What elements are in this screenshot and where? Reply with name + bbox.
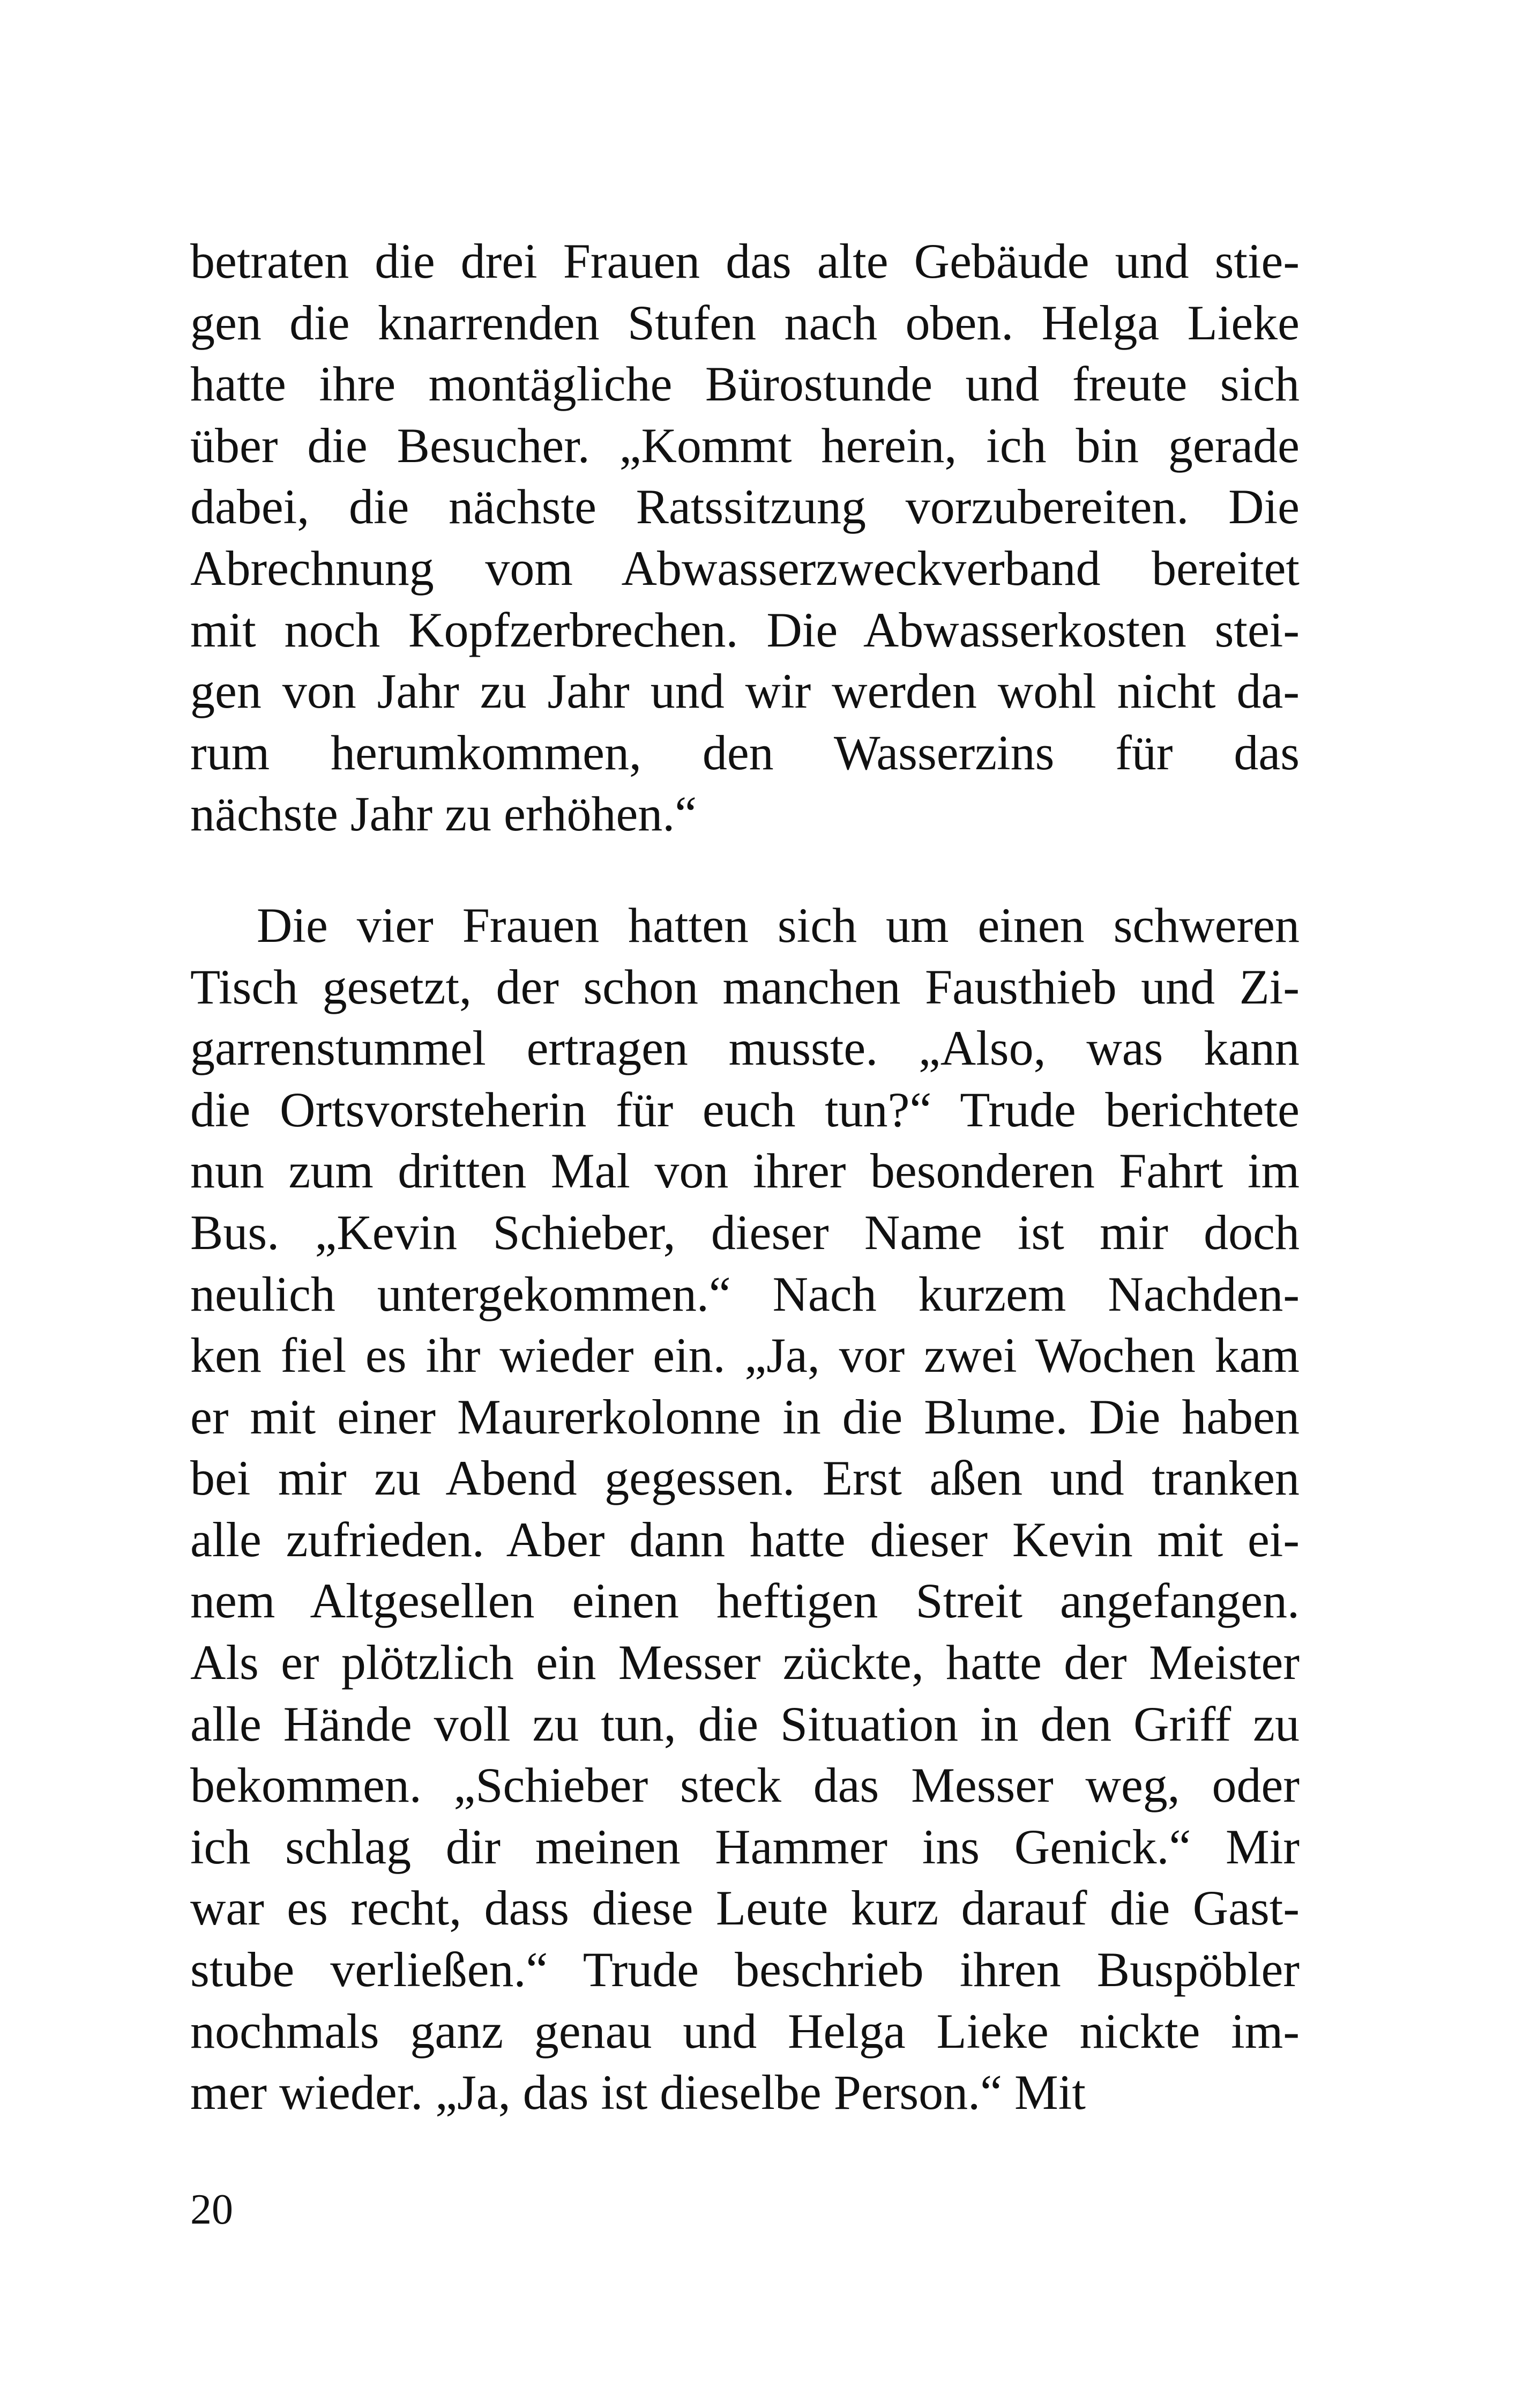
- text-line: alle zufrieden. Aber dann hatte dieser Kevin mit ei-: [190, 1512, 1300, 1567]
- text-line: mit noch Kopfzerbrechen. Die Abwasserkosten stei-: [190, 602, 1300, 657]
- text-line: dabei, die nächste Ratssitzung vorzubereiten. Die: [190, 479, 1300, 534]
- text-line: ich schlag dir meinen Hammer ins Genick.“ Mir: [190, 1819, 1300, 1874]
- text-line: die Ortsvorsteherin für euch tun?“ Trude berichtete: [190, 1082, 1300, 1137]
- text-line: nun zum dritten Mal von ihrer besonderen Fahrt im: [190, 1143, 1300, 1199]
- text-line: rum herumkommen, den Wasserzins für das: [190, 725, 1300, 780]
- text-line: war es recht, dass diese Leute kurz darauf die Gast-: [190, 1881, 1300, 1936]
- text-line: Als er plötzlich ein Messer zückte, hatte der Meister: [190, 1635, 1300, 1690]
- text-line: alle Hände voll zu tun, die Situation in den Griff zu: [190, 1696, 1300, 1751]
- text-line: bekommen. „Schieber steck das Messer weg, oder: [190, 1758, 1300, 1813]
- text-line: betraten die drei Frauen das alte Gebäude und stie-: [190, 234, 1300, 288]
- text-line: gen von Jahr zu Jahr und wir werden wohl nicht da-: [190, 664, 1300, 719]
- text-line: über die Besucher. „Kommt herein, ich bin gerade: [190, 418, 1300, 473]
- text-line: hatte ihre montägliche Bürostunde und freute sich: [190, 356, 1300, 412]
- text-line: mer wieder. „Ja, das ist dieselbe Person.“ Mit: [190, 2065, 1086, 2120]
- text-line: garrenstummel ertragen musste. „Also, was kann: [190, 1021, 1300, 1076]
- body-text: [190, 231, 1300, 2123]
- text-line: stube verließen.“ Trude beschrieb ihren Buspöbler: [190, 1942, 1300, 1997]
- text-line: nächste Jahr zu erhöhen.“: [190, 786, 697, 842]
- text-line: er mit einer Maurerkolonne in die Blume. Die haben: [190, 1389, 1300, 1444]
- paragraph-gap: [190, 845, 1300, 895]
- text-line: nochmals ganz genau und Helga Lieke nickte im-: [190, 2003, 1300, 2058]
- text-line: neulich untergekommen.“ Nach kurzem Nachden-: [190, 1266, 1300, 1321]
- text-line: nem Altgesellen einen heftigen Streit angefangen.: [190, 1573, 1300, 1629]
- text-line: bei mir zu Abend gegessen. Erst aßen und tranken: [190, 1451, 1300, 1506]
- text-line: Abrechnung vom Abwasserzweckverband bereitet: [190, 540, 1300, 596]
- page-number: 20: [190, 2186, 233, 2233]
- paragraph: [190, 231, 1300, 845]
- text-line: Die vier Frauen hatten sich um einen schweren: [257, 897, 1300, 953]
- text-line: gen die knarrenden Stufen nach oben. Helga Lieke: [190, 295, 1300, 350]
- text-line: Tisch gesetzt, der schon manchen Fausthieb und Zi-: [190, 959, 1300, 1014]
- text-line: Bus. „Kevin Schieber, dieser Name ist mir doch: [190, 1205, 1300, 1260]
- text-line: ken fiel es ihr wieder ein. „Ja, vor zwei Wochen kam: [190, 1328, 1300, 1383]
- paragraph: [190, 895, 1300, 2123]
